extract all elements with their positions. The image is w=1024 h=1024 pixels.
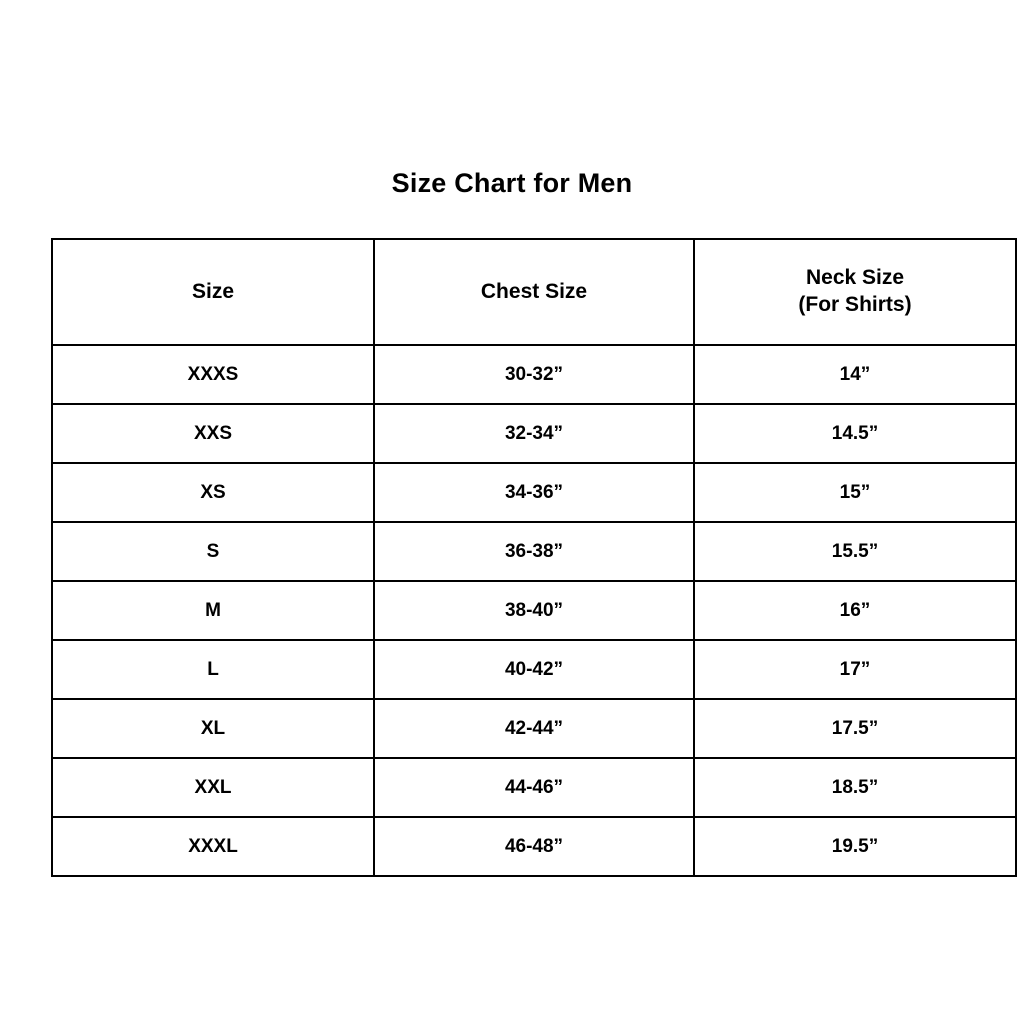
- table-row: [52, 581, 1016, 640]
- cell-size: XXL: [52, 758, 374, 817]
- cell-chest: 42-44”: [374, 699, 694, 758]
- cell-chest: 40-42”: [374, 640, 694, 699]
- cell-size: XXXL: [52, 817, 374, 876]
- cell-neck: 15.5”: [694, 522, 1016, 581]
- size-chart-table: [51, 238, 1017, 877]
- table-header: [52, 239, 1016, 345]
- column-header-chest-size-label: Chest Size: [480, 279, 588, 303]
- cell-chest: 44-46”: [374, 758, 694, 817]
- table-row: [52, 404, 1016, 463]
- column-header-neck-size-label: Neck Size: [805, 266, 905, 290]
- cell-neck: 16”: [694, 581, 1016, 640]
- cell-neck: 17”: [694, 640, 1016, 699]
- column-header-neck-size-sublabel: (For Shirts): [798, 293, 912, 316]
- cell-size: XL: [52, 699, 374, 758]
- cell-chest: 36-38”: [374, 522, 694, 581]
- cell-neck: 14.5”: [694, 404, 1016, 463]
- cell-neck: 14”: [694, 345, 1016, 404]
- cell-size: XXS: [52, 404, 374, 463]
- column-header-neck-size: [694, 239, 1016, 345]
- cell-neck: 19.5”: [694, 817, 1016, 876]
- table-row: [52, 522, 1016, 581]
- table-row: [52, 640, 1016, 699]
- cell-size: XXXS: [52, 345, 374, 404]
- cell-chest: 30-32”: [374, 345, 694, 404]
- cell-size: S: [52, 522, 374, 581]
- column-header-size-label: Size: [191, 279, 235, 303]
- cell-chest: 32-34”: [374, 404, 694, 463]
- page-title: Size Chart for Men: [391, 168, 633, 198]
- cell-chest: 46-48”: [374, 817, 694, 876]
- table-header-row: [52, 239, 1016, 345]
- size-chart-table-container: [51, 238, 973, 877]
- column-header-size: [52, 239, 374, 345]
- cell-chest: 34-36”: [374, 463, 694, 522]
- column-header-chest-size: [374, 239, 694, 345]
- table-row: [52, 345, 1016, 404]
- cell-neck: 18.5”: [694, 758, 1016, 817]
- table-row: [52, 463, 1016, 522]
- table-body: [52, 345, 1016, 876]
- cell-size: XS: [52, 463, 374, 522]
- cell-neck: 15”: [694, 463, 1016, 522]
- table-row: [52, 758, 1016, 817]
- cell-size: L: [52, 640, 374, 699]
- cell-chest: 38-40”: [374, 581, 694, 640]
- cell-neck: 17.5”: [694, 699, 1016, 758]
- table-row: [52, 699, 1016, 758]
- cell-size: M: [52, 581, 374, 640]
- table-row: [52, 817, 1016, 876]
